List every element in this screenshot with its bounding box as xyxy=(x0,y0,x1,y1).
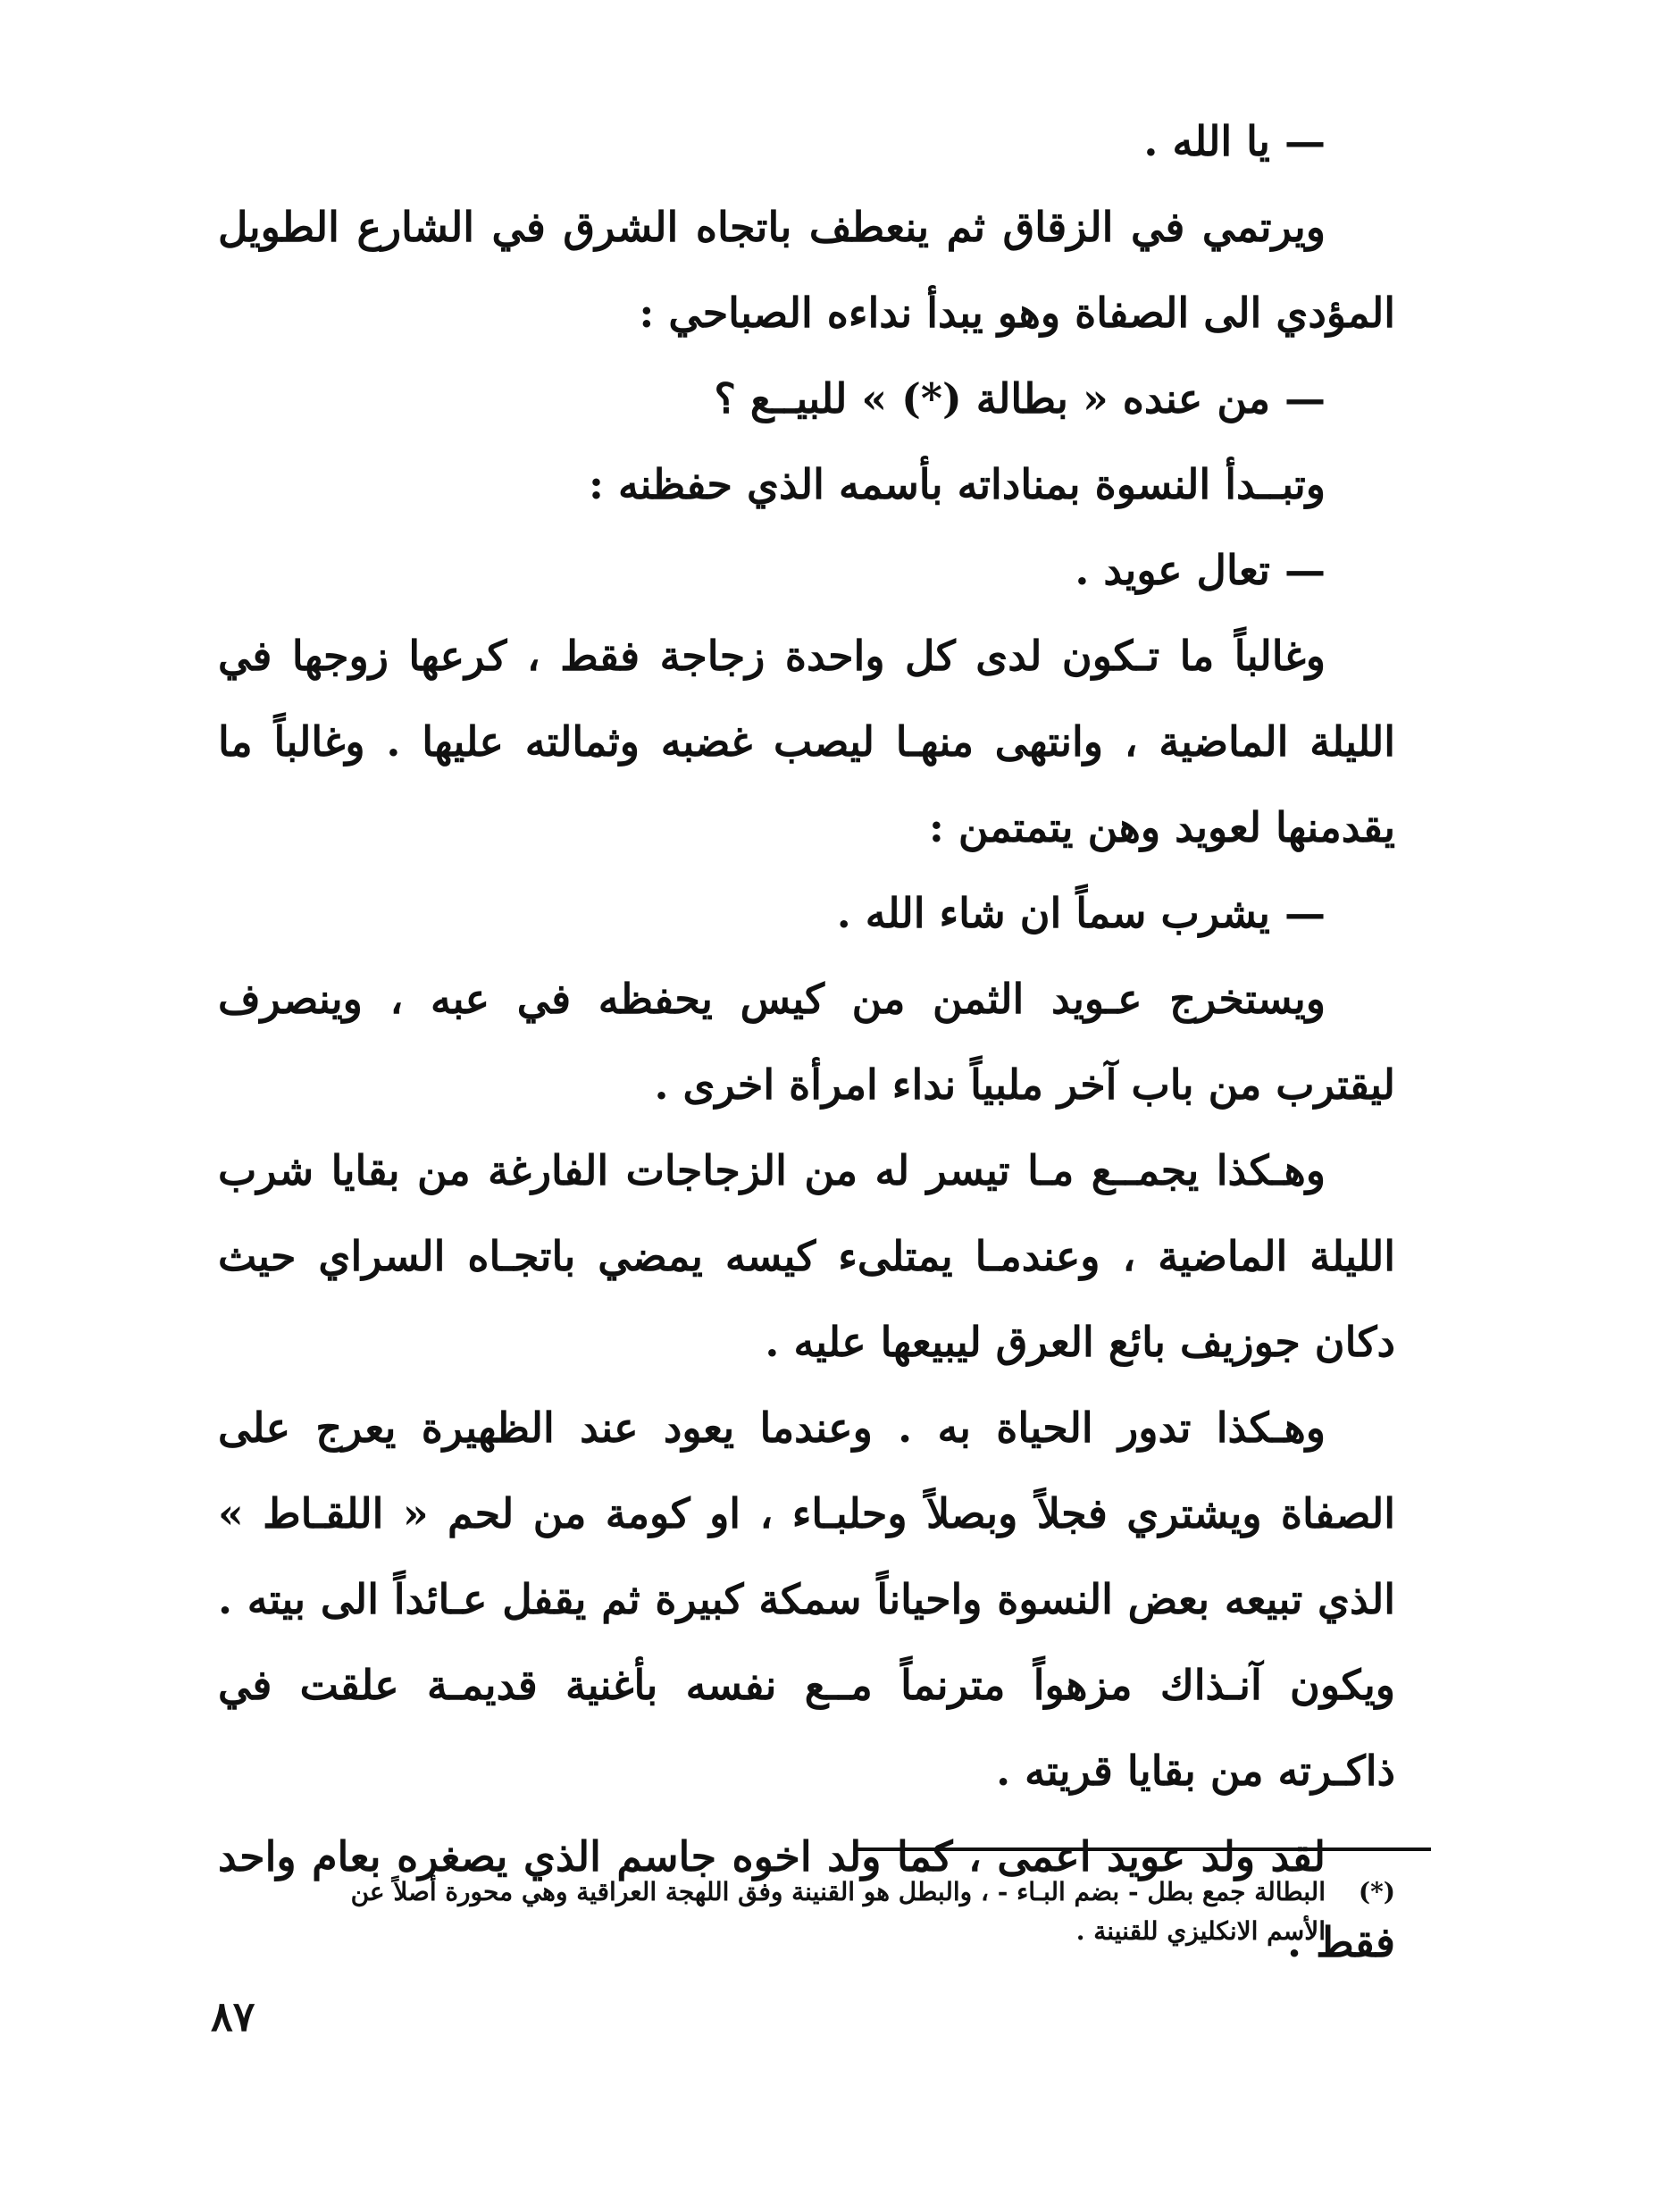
narration-paragraph: وهـكذا تدور الحياة به . وعندما يعود عند الظهيرة يعرج على الصفاة ويشتري فجلاً وبصلاً وحلبـاء ، او كومة من لحم « اللقـاط » الذي تبيعه بعض النسوة واحياناً سمكة كبيرة ثم يقفل عـائداً الى بيته . ويكون آنـذاك مزهواً مترنماً مــع نفسه بأغنية قديمـة علقت في ذاكـرته من بقايا قريته . xyxy=(218,1403,1395,1795)
footnote-line xyxy=(218,1873,1395,1912)
dialogue-line: — يا الله . xyxy=(1143,117,1326,165)
dialogue-line: — تعال عويد . xyxy=(1075,546,1326,594)
page-body xyxy=(218,98,1395,1985)
footnote xyxy=(218,1873,1395,1951)
footnote-marker: (*) xyxy=(1358,1877,1395,1906)
dialogue-line: — يشرب سماً ان شاء الله . xyxy=(836,889,1326,937)
narration-paragraph: لقد ولد عويد اعمى ، كما ولد اخوه جاسم الذي يصغره بعام واحد فقط . xyxy=(218,1832,1395,1966)
narration-paragraph: ويرتمي في الزقاق ثم ينعطف باتجاه الشرق في الشارع الطويل المؤدي الى الصفاة وهو يبدأ نداءه الصباحي : xyxy=(218,203,1395,337)
dialogue-line: — من عنده « بطالة (*) » للبيــع ؟ xyxy=(714,374,1326,423)
narration-paragraph: وغالباً ما تـكون لدى كل واحدة زجاجة فقط ، كرعها زوجها في الليلة الماضية ، وانتهى منهـا ليصب غضبه وثمالته عليها . وغالباً ما يقدمنها لعويد وهن يتمتمن : xyxy=(218,632,1395,851)
narration-paragraph: وتبــدأ النسوة بمناداته بأسمه الذي حفظنه : xyxy=(589,460,1326,508)
narration-paragraph: ويستخرج عـويد الثمن من كيس يحفظه في عبه ، وينصرف ليقترب من باب آخر ملبياً نداء امرأة اخرى . xyxy=(218,975,1395,1109)
narration-paragraph: وهـكذا يجمــع مـا تيسر له من الزجاجات الفارغة من بقايا شرب الليلة الماضية ، وعندمـا يمتلىء كيسه يمضي باتجـاه السراي حيث دكان جوزيف بائع العرق ليبيعها عليه . xyxy=(218,1146,1395,1366)
footnote-divider xyxy=(858,1848,1431,1851)
page-number: ٨٧ xyxy=(211,1992,255,2040)
footnote-text: البطالة جمع بطل - بضم البـاء - ، والبطل هو القنينة وفق اللهجة العراقية وهي محورة أصلاً عن xyxy=(350,1877,1326,1906)
footnote-text-continued: الأسم الانكليزي للقنينة . xyxy=(1075,1916,1326,1946)
